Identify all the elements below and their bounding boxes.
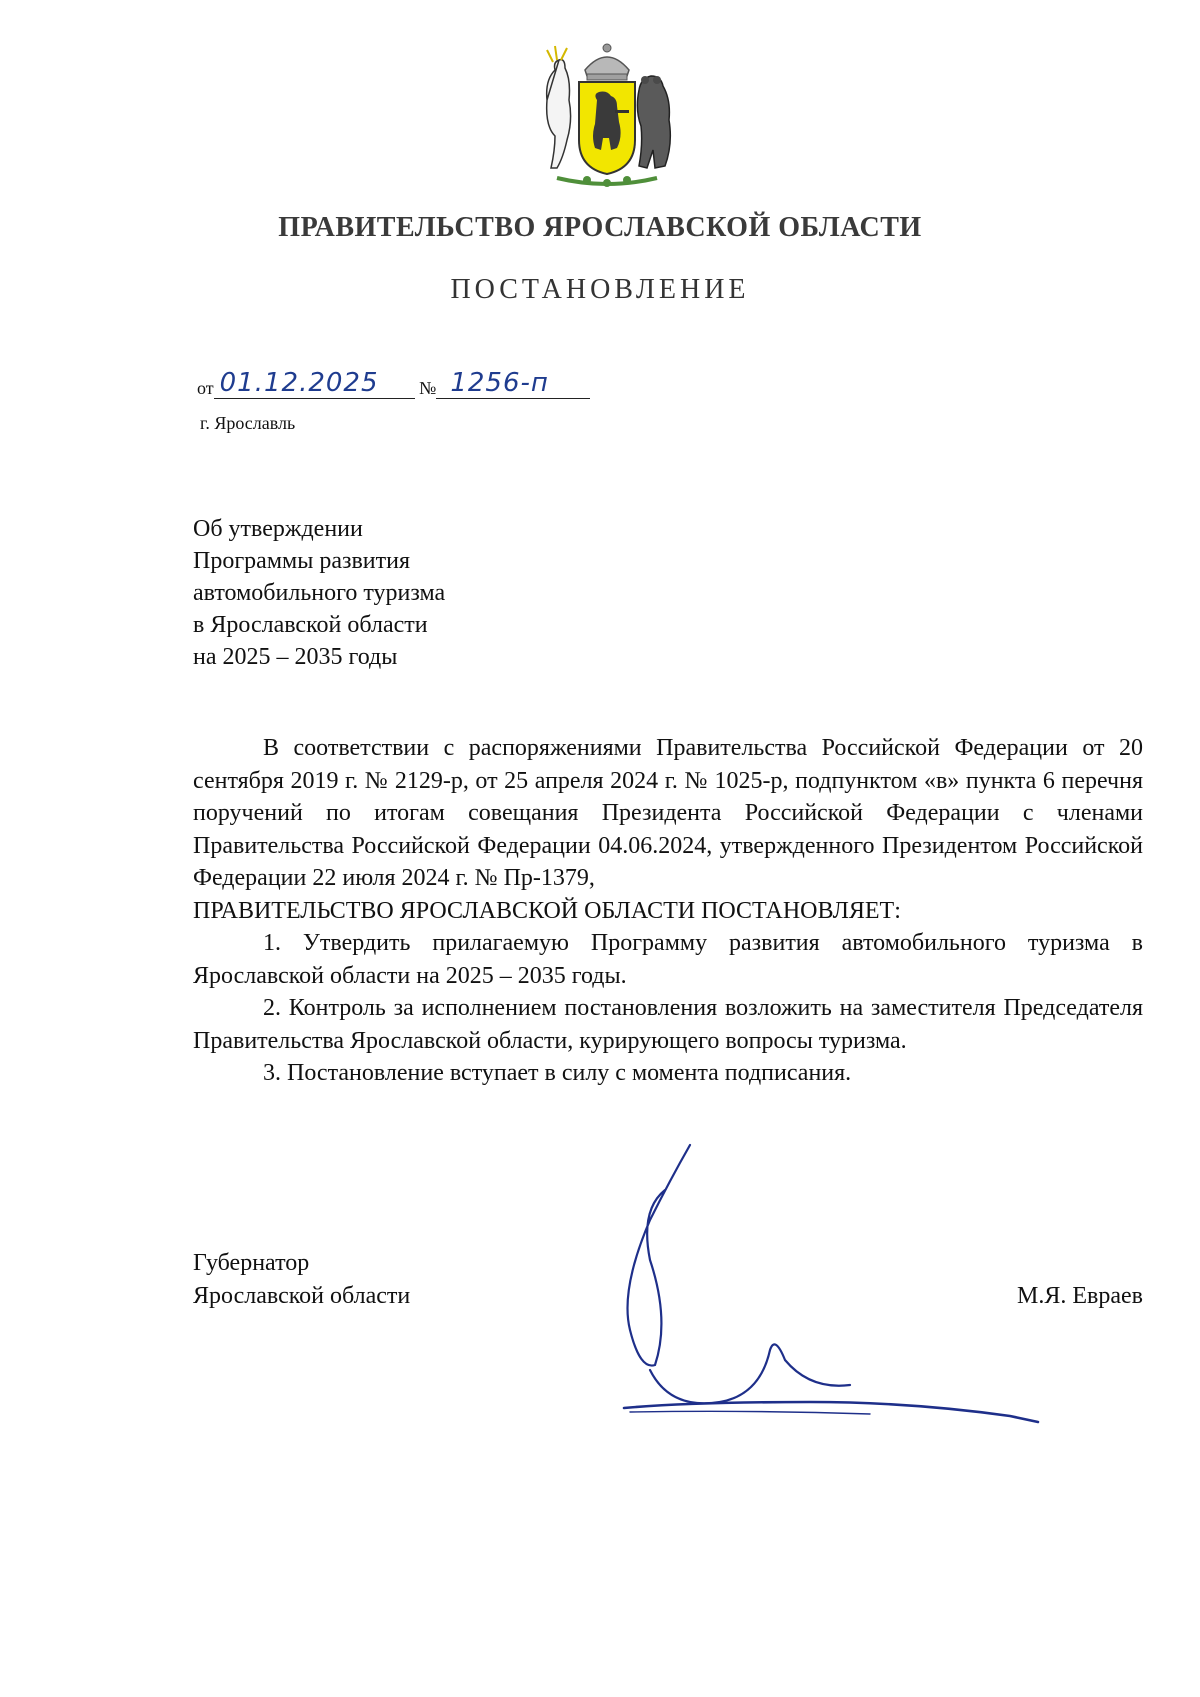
handwritten-date: 01.12.2025: [214, 368, 415, 399]
handwritten-signature-icon: [610, 1140, 1080, 1440]
item-paragraph: 1. Утвердить прилагаемую Программу развития автомобильного туризма в Ярославской области на 2025 – 2035 годы.: [193, 930, 1143, 989]
document-type: ПОСТАНОВЛЕНИЕ: [450, 274, 750, 305]
coat-of-arms-icon: [527, 40, 687, 190]
item-paragraph: 3. Постановление вступает в силу с момента подписания.: [263, 1060, 852, 1086]
city: г. Ярославль: [200, 413, 296, 433]
resolves-line: ПРАВИТЕЛЬСТВО ЯРОСЛАВСКОЙ ОБЛАСТИ ПОСТАНОВЛЯЕТ:: [193, 897, 901, 924]
item-paragraph: 2. Контроль за исполнением постановления возложить на заместителя Председателя Правительства Ярославской области, курирующего вопросы туризма.: [193, 995, 1143, 1054]
position-line: Губернатор: [193, 1250, 310, 1276]
date-label: от: [197, 378, 214, 398]
position-line: Ярославской области: [193, 1282, 411, 1309]
signer-name: М.Я. Евраев: [1017, 1283, 1143, 1309]
handwritten-number: 1256-п: [436, 368, 590, 399]
subject-line: автомобильного туризма: [193, 580, 446, 606]
subject-line: в Ярославской области: [193, 612, 428, 638]
signer-position: [193, 1247, 410, 1312]
registration-line: [197, 368, 590, 399]
document-subject: [193, 513, 445, 673]
subject-line: Программы развития: [193, 548, 411, 574]
preamble-paragraph: В соответствии с распоряжениями Правительства Российской Федерации от 20 сентября 2019 г. № 2129-р, от 25 апреля 2024 г. № 1025-р, подпунктом «в» пункта 6 перечня поручений по итогам совещания Президента Российской Федерации с членами Правительства Российской Федерации 04.06.2024, утвержденного Президентом Российской Федерации 22 июля 2024 г. № Пр-1379,: [193, 735, 1143, 891]
document-body: [193, 732, 1143, 1090]
subject-line: на 2025 – 2035 годы: [193, 644, 398, 670]
number-label: №: [419, 378, 437, 398]
subject-line: Об утверждении: [193, 516, 363, 542]
government-title: ПРАВИТЕЛЬСТВО ЯРОСЛАВСКОЙ ОБЛАСТИ: [278, 212, 922, 243]
